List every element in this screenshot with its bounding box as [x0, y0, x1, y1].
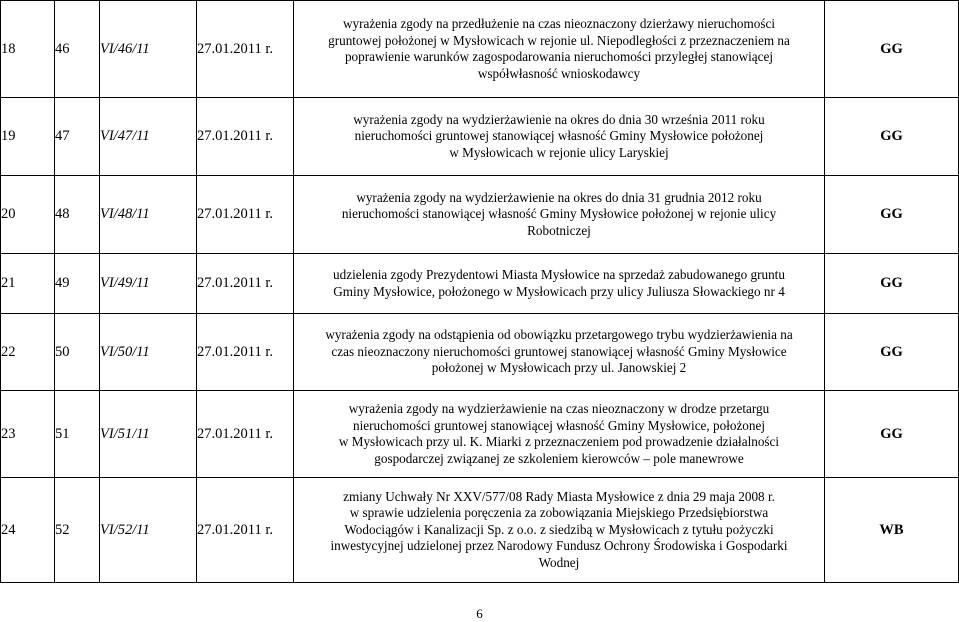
- row-description: [294, 98, 825, 176]
- row-description: [294, 478, 825, 583]
- row-department: GG: [825, 1, 959, 98]
- row-date: 27.01.2011 r.: [197, 98, 294, 176]
- row-date: 27.01.2011 r.: [197, 254, 294, 314]
- table-row: [1, 254, 959, 314]
- description-line: Wodociągów i Kanalizacji Sp. z o.o. z siedzibą w Mysłowicach z tytułu pożyczki: [344, 521, 774, 537]
- row-nr: 48: [55, 176, 100, 254]
- row-nr: 46: [55, 1, 100, 98]
- row-description: [294, 254, 825, 314]
- row-signature: VI/47/11: [100, 98, 197, 176]
- row-date: 27.01.2011 r.: [197, 391, 294, 478]
- row-lp: 23: [1, 391, 55, 478]
- description-line: Gminy Mysłowice, położonego w Mysłowicach przy ulicy Juliusza Słowackiego nr 4: [333, 283, 785, 299]
- row-department: WB: [825, 478, 959, 583]
- description-line: wyrażenia zgody na odstąpienia od obowiązku przetargowego trybu wydzierżawienia na: [325, 327, 793, 343]
- table-row: [1, 478, 959, 583]
- description-line: w sprawie udzielenia poręczenia za zobowiązania Miejskiego Przedsiębiorstwa: [349, 505, 769, 521]
- description-line: Robotniczej: [527, 222, 591, 238]
- row-nr: 52: [55, 478, 100, 583]
- description-line: współwłasność wnioskodawcy: [477, 65, 641, 81]
- description-line: gruntowej położonej w Mysłowicach w rejonie ul. Niepodległości z przeznaczeniem na: [328, 32, 790, 48]
- row-date: 27.01.2011 r.: [197, 1, 294, 98]
- row-signature: VI/48/11: [100, 176, 197, 254]
- row-nr: 51: [55, 391, 100, 478]
- table-row: [1, 1, 959, 98]
- row-lp: 18: [1, 1, 55, 98]
- row-date: 27.01.2011 r.: [197, 176, 294, 254]
- row-nr: 47: [55, 98, 100, 176]
- row-date: 27.01.2011 r.: [197, 478, 294, 583]
- row-signature: VI/46/11: [100, 1, 197, 98]
- row-department: GG: [825, 176, 959, 254]
- description-line: inwestycyjnej udzielonej przez Narodowy Fundusz Ochrony Środowiska i Gospodarki: [330, 538, 788, 554]
- page-number: 6: [476, 606, 483, 621]
- description-line: w Mysłowicach przy ul. K. Miarki z przeznaczeniem pod prowadzenie działalności: [338, 434, 780, 449]
- description-line: poprawienie warunków zagospodarowania nieruchomości przyległej stanowiącej: [344, 49, 774, 64]
- row-department: GG: [825, 314, 959, 391]
- description-line: położonej w Mysłowicach przy ul. Janowskiej 2: [431, 360, 687, 376]
- description-line: wyrażenia zgody na wydzierżawienie na czas nieoznaczony w drodze przetargu: [348, 401, 770, 416]
- row-description: [294, 176, 825, 254]
- description-line: gospodarczej związanej ze szkoleniem kierowców – pole manewrowe: [374, 450, 744, 466]
- row-signature: VI/51/11: [100, 391, 197, 478]
- description-line: wyrażenia zgody na przedłużenie na czas nieoznaczony dzierżawy nieruchomości: [342, 16, 776, 31]
- table-row: [1, 176, 959, 254]
- row-nr: 49: [55, 254, 100, 314]
- description-line: czas nieoznaczony nieruchomości gruntowej stanowiącej własność Gminy Mysłowice: [331, 343, 787, 359]
- table-row: [1, 391, 959, 478]
- row-date: 27.01.2011 r.: [197, 314, 294, 391]
- row-lp: 20: [1, 176, 55, 254]
- description-line: w Mysłowicach w rejonie ulicy Laryskiej: [449, 144, 669, 160]
- row-department: GG: [825, 391, 959, 478]
- row-nr: 50: [55, 314, 100, 391]
- row-signature: VI/52/11: [100, 478, 197, 583]
- row-lp: 24: [1, 478, 55, 583]
- description-line: zmiany Uchwały Nr XXV/577/08 Rady Miasta Mysłowice z dnia 29 maja 2008 r.: [343, 488, 775, 504]
- resolutions-table-body: [1, 1, 959, 583]
- row-signature: VI/50/11: [100, 314, 197, 391]
- description-line: nieruchomości stanowiącej własność Gminy Mysłowice położonej w rejonie ulicy: [341, 206, 777, 222]
- row-description: [294, 1, 825, 98]
- row-department: GG: [825, 254, 959, 314]
- row-lp: 19: [1, 98, 55, 176]
- row-signature: VI/49/11: [100, 254, 197, 314]
- row-lp: 22: [1, 314, 55, 391]
- description-line: udzielenia zgody Prezydentowi Miasta Mysłowice na sprzedaż zabudowanego gruntu: [333, 267, 785, 282]
- row-description: [294, 314, 825, 391]
- description-line: Wodnej: [538, 554, 580, 570]
- row-department: GG: [825, 98, 959, 176]
- description-line: nieruchomości gruntowej stanowiącej własność Gminy Mysłowice, położonej: [352, 417, 766, 433]
- table-row: [1, 98, 959, 176]
- row-lp: 21: [1, 254, 55, 314]
- description-line: wyrażenia zgody na wydzierżawienie na okres do dnia 31 grudnia 2012 roku: [356, 189, 762, 205]
- description-line: nieruchomości gruntowej stanowiącej własność Gminy Mysłowice położonej: [354, 128, 764, 144]
- row-description: [294, 391, 825, 478]
- table-row: [1, 314, 959, 391]
- description-line: wyrażenia zgody na wydzierżawienie na okres do dnia 30 września 2011 roku: [353, 111, 765, 127]
